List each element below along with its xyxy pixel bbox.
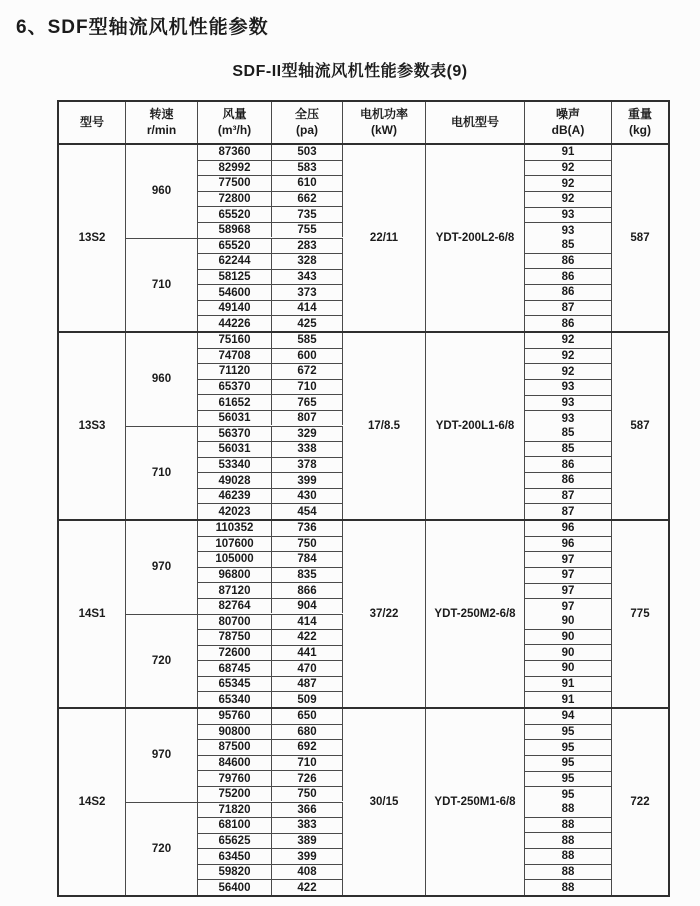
table-title: SDF-II型轴流风机性能参数表(9) <box>232 63 468 80</box>
column-header-power <box>343 102 426 143</box>
flow-cell: 71820 <box>198 803 272 818</box>
pressure-cell: 904 <box>272 599 343 614</box>
table-row <box>198 756 343 772</box>
speed-cell: 970 <box>126 709 198 802</box>
noise-cell: 92 <box>525 161 611 177</box>
weight-cell: 775 <box>630 608 650 620</box>
noise-column <box>525 145 612 331</box>
noise-cell: 86 <box>525 457 611 473</box>
weight-cell: 722 <box>630 796 650 808</box>
speed-group <box>126 521 343 615</box>
flow-cell: 49140 <box>198 301 272 316</box>
noise-cell: 95 <box>525 772 611 788</box>
noise-cell: 92 <box>525 192 611 208</box>
flow-cell: 53340 <box>198 458 272 473</box>
flow-cell: 56031 <box>198 411 272 426</box>
pressure-cell: 736 <box>272 521 343 536</box>
flow-cell: 82764 <box>198 599 272 614</box>
model-cell: 13S2 <box>59 145 126 331</box>
flow-cell: 44226 <box>198 316 272 331</box>
pressure-cell: 765 <box>272 395 343 410</box>
pressure-cell: 414 <box>272 301 343 316</box>
pressure-cell: 470 <box>272 661 343 676</box>
pressure-cell: 422 <box>272 630 343 645</box>
table-row <box>198 458 343 474</box>
table-row <box>198 834 343 850</box>
flow-cell: 72800 <box>198 192 272 207</box>
flow-cell: 87500 <box>198 740 272 755</box>
flow-cell: 49028 <box>198 473 272 488</box>
noise-cell: 87 <box>561 505 575 518</box>
table-row <box>198 771 343 787</box>
table-row <box>198 709 343 725</box>
table-row <box>198 192 343 208</box>
flow-cell: 80700 <box>198 615 272 630</box>
flow-cell: 42023 <box>198 504 272 519</box>
pressure-cell: 835 <box>272 568 343 583</box>
noise-cell: 93 <box>561 412 575 425</box>
noise-column <box>525 333 612 519</box>
noise-cell: 86 <box>525 473 611 489</box>
flow-cell: 46239 <box>198 489 272 504</box>
flow-cell: 79760 <box>198 771 272 786</box>
column-title-motor: 电机型号 <box>450 114 499 129</box>
table-row <box>198 787 343 802</box>
table-row <box>198 803 343 819</box>
table-row <box>198 301 343 317</box>
table-row <box>198 504 343 519</box>
table-row <box>198 207 343 223</box>
noise-cell: 97 <box>525 552 611 568</box>
power-cell: 22/11 <box>343 145 426 331</box>
pressure-cell: 750 <box>272 787 343 802</box>
data-rows <box>198 615 343 708</box>
flow-cell: 65370 <box>198 380 272 395</box>
noise-cell: 91 <box>561 693 575 706</box>
table-row <box>198 880 343 895</box>
pressure-cell: 408 <box>272 865 343 880</box>
power-cell: 30/15 <box>343 709 426 895</box>
table-row <box>198 316 343 331</box>
pressure-cell: 662 <box>272 192 343 207</box>
weight-cell: 587 <box>630 232 650 244</box>
table-row <box>198 615 343 631</box>
table-row <box>198 442 343 458</box>
pressure-cell: 726 <box>272 771 343 786</box>
column-title-model: 型号 <box>79 114 104 129</box>
table-row <box>198 599 343 614</box>
model-cell: 14S2 <box>59 709 126 895</box>
noise-cell: 97 <box>525 568 611 584</box>
column-title-flow: 风量 <box>222 106 247 121</box>
noise-cell: 86 <box>525 254 611 270</box>
table-row <box>198 161 343 177</box>
data-rows <box>198 239 343 332</box>
data-rows <box>198 521 343 614</box>
table-row <box>198 677 343 693</box>
table-section-13S3 <box>59 333 668 521</box>
pressure-cell: 784 <box>272 552 343 567</box>
column-header-weight <box>612 102 668 143</box>
flow-cell: 74708 <box>198 349 272 364</box>
noise-cell: 88 <box>561 881 575 894</box>
noise-cell: 87 <box>525 489 611 505</box>
table-row <box>198 239 343 255</box>
pressure-cell: 373 <box>272 285 343 300</box>
noise-cell: 90 <box>525 645 611 661</box>
speed-flow-pressure-block <box>126 709 343 895</box>
column-unit-noise: dB(A) <box>551 122 585 137</box>
motor-cell: YDT-200L2-6/8 <box>426 145 525 331</box>
table-row <box>198 552 343 568</box>
noise-cell: 90 <box>525 630 611 646</box>
pressure-cell: 710 <box>272 756 343 771</box>
flow-cell: 65340 <box>198 692 272 707</box>
flow-cell: 110352 <box>198 521 272 536</box>
page-title: 6、SDF型轴流风机性能参数 <box>16 17 269 38</box>
table-row <box>198 630 343 646</box>
motor-cell: YDT-250M2-6/8 <box>426 521 525 707</box>
pressure-cell: 600 <box>272 349 343 364</box>
pressure-cell: 283 <box>272 239 343 254</box>
speed-cell: 960 <box>126 333 198 426</box>
column-title-pressure: 全压 <box>294 106 319 121</box>
table-row <box>198 473 343 489</box>
table-row <box>198 145 343 161</box>
pressure-cell: 383 <box>272 818 343 833</box>
table-row <box>198 395 343 411</box>
model-cell: 13S3 <box>59 333 126 519</box>
fan-performance-table <box>57 100 670 897</box>
flow-cell: 77500 <box>198 176 272 191</box>
pressure-cell: 399 <box>272 473 343 488</box>
speed-group <box>126 615 343 708</box>
noise-cell: 86 <box>525 269 611 285</box>
table-row <box>198 411 343 426</box>
flow-cell: 65520 <box>198 239 272 254</box>
noise-cell: 85 <box>525 426 611 442</box>
table-section-14S1 <box>59 521 668 709</box>
pressure-cell: 585 <box>272 333 343 348</box>
speed-group <box>126 145 343 239</box>
pressure-cell: 735 <box>272 207 343 222</box>
flow-cell: 65345 <box>198 677 272 692</box>
data-rows <box>198 427 343 520</box>
flow-cell: 58968 <box>198 223 272 238</box>
table-section-14S2 <box>59 709 668 895</box>
pressure-cell: 441 <box>272 646 343 661</box>
noise-cell: 95 <box>525 740 611 756</box>
pressure-cell: 509 <box>272 692 343 707</box>
flow-cell: 61652 <box>198 395 272 410</box>
noise-cell: 88 <box>525 802 611 818</box>
noise-cell: 86 <box>561 317 575 330</box>
flow-cell: 87360 <box>198 145 272 160</box>
flow-cell: 62244 <box>198 254 272 269</box>
table-row <box>198 692 343 707</box>
flow-cell: 96800 <box>198 568 272 583</box>
column-header-model <box>59 102 126 143</box>
noise-cell: 95 <box>525 756 611 772</box>
weight-cell: 587 <box>630 420 650 432</box>
flow-cell: 56031 <box>198 442 272 457</box>
pressure-cell: 750 <box>272 537 343 552</box>
noise-cell: 86 <box>525 285 611 301</box>
power-cell: 37/22 <box>343 521 426 707</box>
flow-cell: 72600 <box>198 646 272 661</box>
column-unit-flow: (m³/h) <box>217 122 252 137</box>
speed-cell: 960 <box>126 145 198 238</box>
noise-cell: 92 <box>525 364 611 380</box>
noise-cell: 90 <box>525 661 611 677</box>
flow-cell: 56400 <box>198 880 272 895</box>
speed-flow-pressure-block <box>126 333 343 519</box>
table-row <box>198 725 343 741</box>
flow-cell: 84600 <box>198 756 272 771</box>
column-title-weight: 重量 <box>627 106 652 121</box>
table-row <box>198 489 343 505</box>
pressure-cell: 487 <box>272 677 343 692</box>
pressure-cell: 389 <box>272 834 343 849</box>
pressure-cell: 430 <box>272 489 343 504</box>
pressure-cell: 680 <box>272 725 343 740</box>
column-header-speed <box>126 102 198 143</box>
motor-cell: YDT-250M1-6/8 <box>426 709 525 895</box>
speed-group <box>126 333 343 427</box>
column-title-power: 电机功率 <box>359 106 408 121</box>
table-row <box>198 176 343 192</box>
table-row <box>198 364 343 380</box>
noise-cell: 97 <box>525 584 611 600</box>
column-header-motor <box>426 102 525 143</box>
table-row <box>198 333 343 349</box>
data-rows <box>198 145 343 238</box>
noise-cell: 85 <box>525 238 611 254</box>
speed-group <box>126 709 343 803</box>
flow-cell: 78750 <box>198 630 272 645</box>
noise-cell: 90 <box>525 614 611 630</box>
flow-cell: 63450 <box>198 849 272 864</box>
column-title-noise: 噪声 <box>555 106 580 121</box>
flow-cell: 65520 <box>198 207 272 222</box>
noise-cell: 88 <box>525 865 611 881</box>
pressure-cell: 710 <box>272 380 343 395</box>
table-row <box>198 849 343 865</box>
pressure-cell: 454 <box>272 504 343 519</box>
noise-cell: 91 <box>525 145 611 161</box>
speed-group <box>126 803 343 896</box>
flow-cell: 54600 <box>198 285 272 300</box>
speed-cell: 720 <box>126 803 198 896</box>
speed-group <box>126 239 343 332</box>
column-unit-power: (kW) <box>371 122 397 137</box>
pressure-cell: 328 <box>272 254 343 269</box>
flow-cell: 95760 <box>198 709 272 724</box>
pressure-cell: 329 <box>272 427 343 442</box>
table-row <box>198 646 343 662</box>
flow-cell: 90800 <box>198 725 272 740</box>
column-title-speed: 转速 <box>149 106 174 121</box>
flow-cell: 59820 <box>198 865 272 880</box>
noise-cell: 85 <box>525 442 611 458</box>
column-header-flow <box>198 102 272 143</box>
noise-cell: 95 <box>525 725 611 741</box>
flow-cell: 87120 <box>198 583 272 598</box>
speed-group <box>126 427 343 520</box>
table-row <box>198 223 343 238</box>
noise-cell: 93 <box>525 208 611 224</box>
pressure-cell: 672 <box>272 364 343 379</box>
noise-cell: 96 <box>525 537 611 553</box>
noise-cell: 94 <box>525 709 611 725</box>
motor-cell: YDT-200L1-6/8 <box>426 333 525 519</box>
noise-cell: 91 <box>525 677 611 693</box>
pressure-cell: 755 <box>272 223 343 238</box>
table-row <box>198 427 343 443</box>
pressure-cell: 650 <box>272 709 343 724</box>
flow-cell: 68745 <box>198 661 272 676</box>
noise-cell: 97 <box>561 600 575 613</box>
noise-cell: 88 <box>525 833 611 849</box>
pressure-cell: 583 <box>272 161 343 176</box>
speed-cell: 710 <box>126 427 198 520</box>
table-row <box>198 740 343 756</box>
flow-cell: 75160 <box>198 333 272 348</box>
pressure-cell: 610 <box>272 176 343 191</box>
column-unit-pressure: (pa) <box>296 122 318 137</box>
pressure-cell: 378 <box>272 458 343 473</box>
noise-cell: 92 <box>525 333 611 349</box>
pressure-cell: 366 <box>272 803 343 818</box>
noise-cell: 88 <box>525 849 611 865</box>
flow-cell: 107600 <box>198 537 272 552</box>
table-row <box>198 865 343 881</box>
data-rows <box>198 333 343 426</box>
table-row <box>198 285 343 301</box>
table-row <box>198 349 343 365</box>
noise-cell: 95 <box>561 788 575 801</box>
noise-cell: 87 <box>525 301 611 317</box>
pressure-cell: 338 <box>272 442 343 457</box>
pressure-cell: 692 <box>272 740 343 755</box>
noise-column <box>525 521 612 707</box>
noise-cell: 93 <box>525 380 611 396</box>
flow-cell: 71120 <box>198 364 272 379</box>
pressure-cell: 503 <box>272 145 343 160</box>
column-header-pressure <box>272 102 343 143</box>
speed-flow-pressure-block <box>126 521 343 707</box>
speed-cell: 710 <box>126 239 198 332</box>
pressure-cell: 399 <box>272 849 343 864</box>
noise-cell: 96 <box>525 521 611 537</box>
table-row <box>198 568 343 584</box>
table-row <box>198 537 343 553</box>
table-row <box>198 661 343 677</box>
pressure-cell: 343 <box>272 270 343 285</box>
pressure-cell: 807 <box>272 411 343 426</box>
noise-column <box>525 709 612 895</box>
flow-cell: 68100 <box>198 818 272 833</box>
flow-cell: 105000 <box>198 552 272 567</box>
column-header-noise <box>525 102 612 143</box>
table-row <box>198 818 343 834</box>
power-cell: 17/8.5 <box>343 333 426 519</box>
data-rows <box>198 709 343 802</box>
table-row <box>198 380 343 396</box>
speed-cell: 720 <box>126 615 198 708</box>
table-header-row <box>59 102 668 145</box>
model-cell: 14S1 <box>59 521 126 707</box>
flow-cell: 82992 <box>198 161 272 176</box>
flow-cell: 56370 <box>198 427 272 442</box>
column-unit-speed: r/min <box>146 122 177 137</box>
pressure-cell: 425 <box>272 316 343 331</box>
flow-cell: 58125 <box>198 270 272 285</box>
table-section-13S2 <box>59 145 668 333</box>
flow-cell: 75200 <box>198 787 272 802</box>
column-unit-weight: (kg) <box>629 122 651 137</box>
pressure-cell: 414 <box>272 615 343 630</box>
data-rows <box>198 803 343 896</box>
noise-cell: 92 <box>525 176 611 192</box>
pressure-cell: 866 <box>272 583 343 598</box>
speed-cell: 970 <box>126 521 198 614</box>
noise-cell: 92 <box>525 349 611 365</box>
table-row <box>198 521 343 537</box>
flow-cell: 65625 <box>198 834 272 849</box>
noise-cell: 88 <box>525 818 611 834</box>
noise-cell: 93 <box>561 224 575 237</box>
pressure-cell: 422 <box>272 880 343 895</box>
speed-flow-pressure-block <box>126 145 343 331</box>
table-row <box>198 254 343 270</box>
table-row <box>198 270 343 286</box>
noise-cell: 93 <box>525 396 611 412</box>
table-row <box>198 583 343 599</box>
